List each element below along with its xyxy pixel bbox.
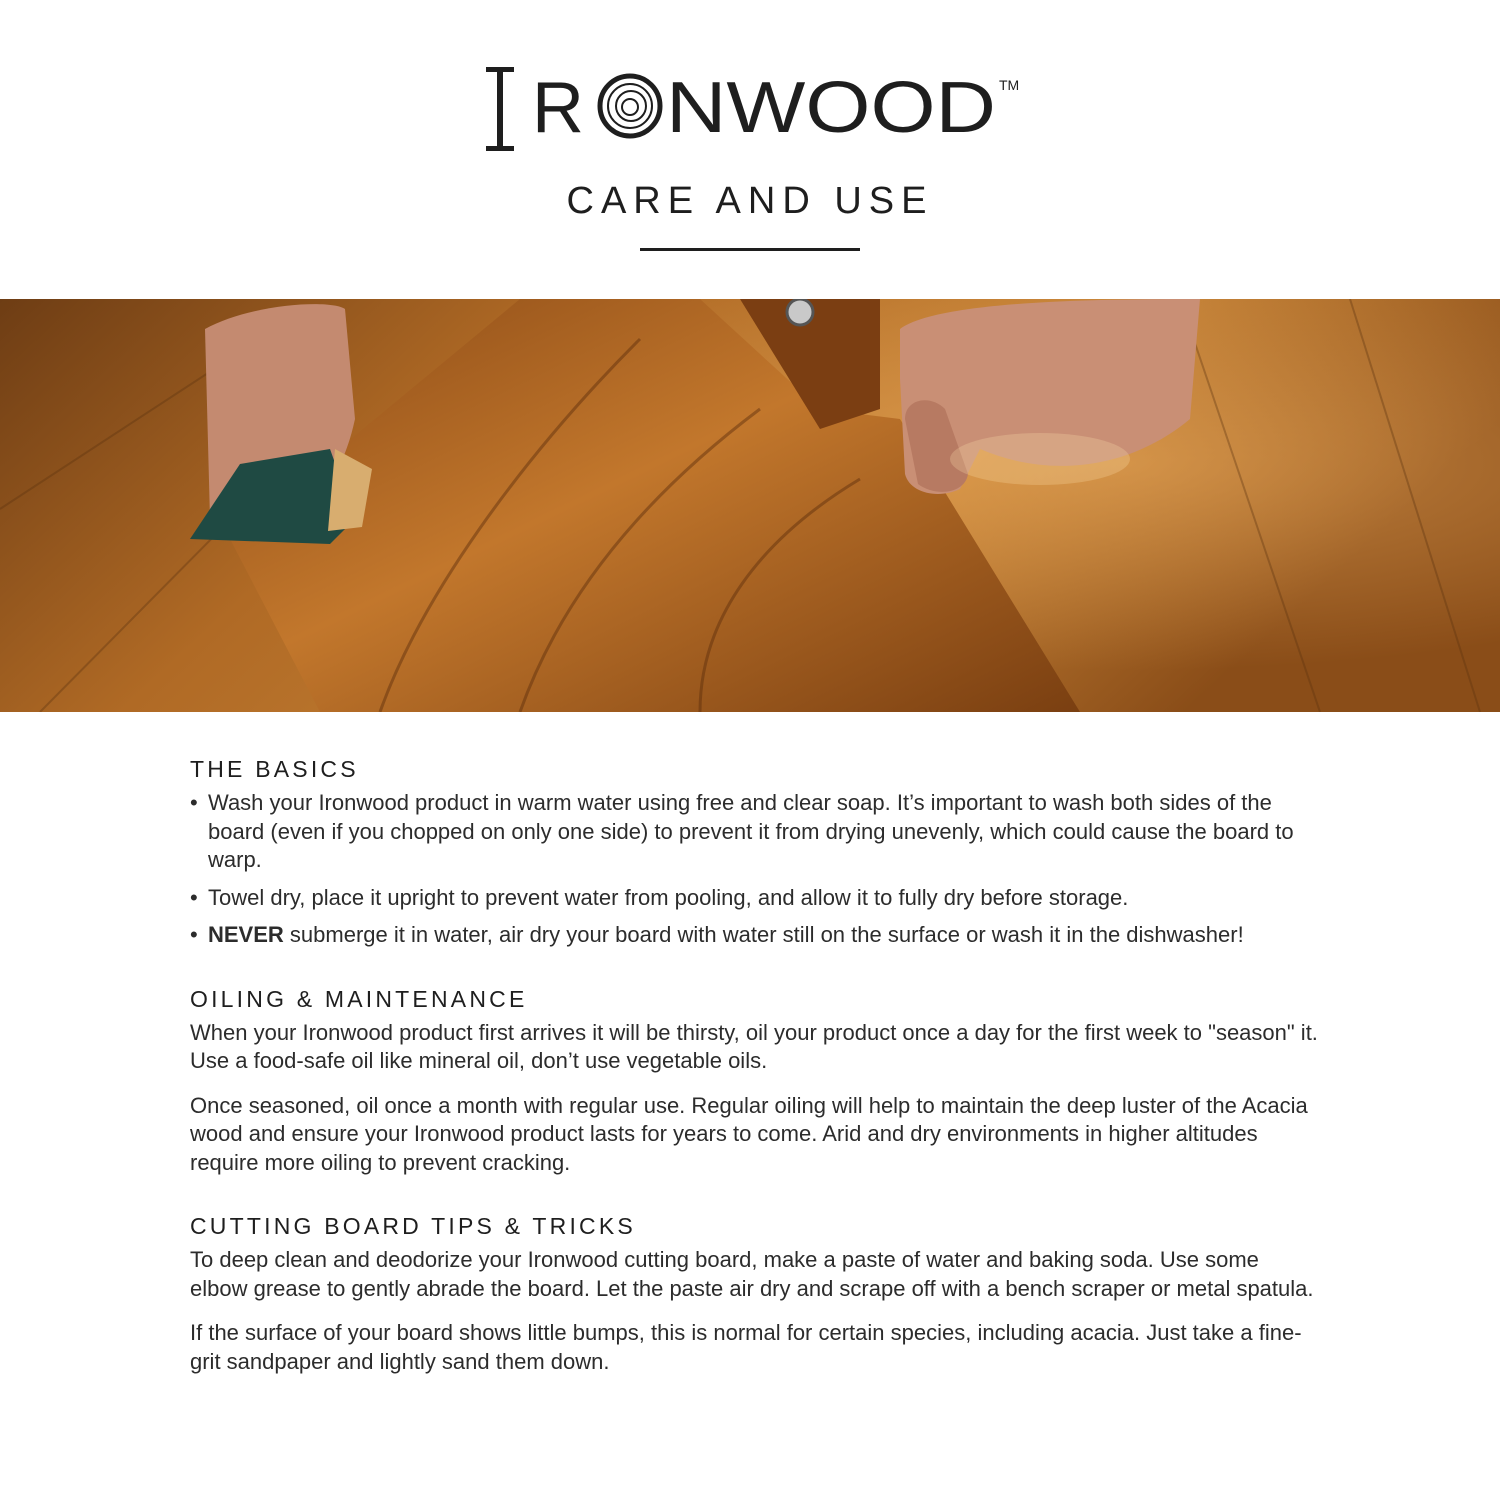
basics-list — [190, 789, 1320, 950]
hero-photo — [0, 299, 1500, 712]
svg-text:NWOOD: NWOOD — [666, 68, 996, 148]
page-header — [0, 0, 1500, 300]
section-title: THE BASICS — [190, 756, 359, 782]
warning-text: submerge it in water, air dry your board with water still on the surface or wash it in the dishwasher! — [283, 922, 1244, 947]
svg-text:R: R — [532, 68, 584, 148]
section-title: CUTTING BOARD TIPS & TRICKS — [190, 1213, 636, 1239]
bullet: • — [190, 790, 198, 815]
ironwood-logo — [480, 62, 1040, 157]
bullet: • — [190, 884, 198, 910]
list-item-warning — [190, 921, 1320, 950]
tree-ring-icon — [600, 76, 660, 136]
never-label: NEVER — [208, 922, 284, 947]
svg-text:TM: TM — [999, 77, 1020, 93]
list-item: • Towel dry, place it upright to prevent water from pooling, and allow it to fully dry before storage. — [190, 884, 1320, 913]
paragraph: Once seasoned, oil once a month with regular use. Regular oiling will help to maintain the deep luster of the Acacia wood and ensure your Ironwood product lasts for years to come. Arid and dry environments in higher altitudes require more oiling to prevent cracking. — [190, 1092, 1308, 1175]
section-basics — [190, 756, 1320, 950]
bullet: • — [190, 922, 198, 947]
care-instructions — [190, 756, 1320, 1412]
section-title: OILING & MAINTENANCE — [190, 985, 528, 1012]
list-item: • Wash your Ironwood product in warm water using free and clear soap. It’s important to wash both sides of the board (even if you chopped on only one side) to prevent it from drying unevenly, which could cause the board to warp. — [190, 790, 1294, 872]
title-divider — [640, 248, 860, 251]
page-title: CARE AND USE — [566, 180, 934, 222]
paragraph: To deep clean and deodorize your Ironwood cutting board, make a paste of water and baking soda. Use some elbow grease to gently abrade the board. Let the paste air dry and scrape off with a bench scraper or metal spatula. — [190, 1247, 1314, 1301]
paragraph: If the surface of your board shows little bumps, this is normal for certain species, including acacia. Just take a fine-grit sandpaper and lightly sand them down. — [190, 1320, 1302, 1374]
paragraph: When your Ironwood product first arrives it will be thirsty, oil your product once a day for the first week to "season" it. Use a food-safe oil like mineral oil, don’t use vegetable oils. — [190, 1019, 1318, 1073]
section-tips — [190, 1213, 1320, 1376]
section-oiling — [190, 986, 1320, 1178]
